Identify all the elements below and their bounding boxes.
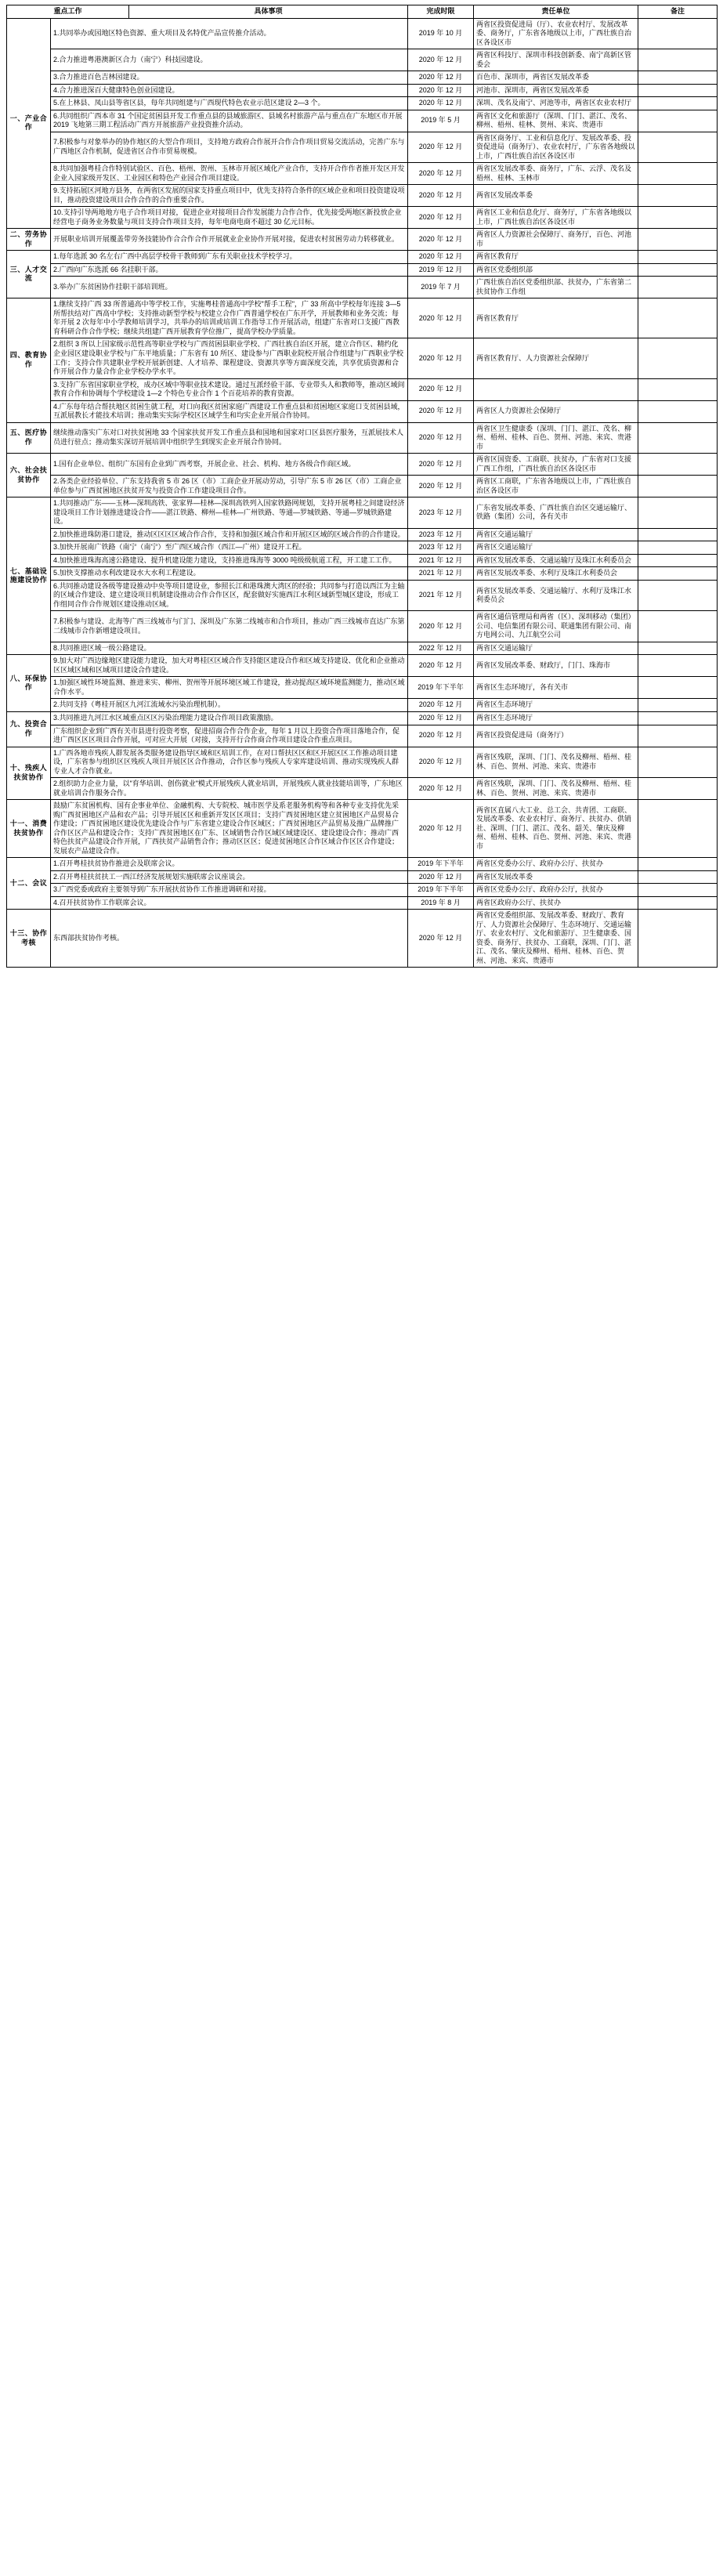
- deadline-cell: 2020 年 12 月: [408, 338, 474, 378]
- responsible-unit-cell: 两省区国资委、工商联、扶贫办，广东省对口支援广西工作组，广西壮族自治区各设区市: [474, 454, 638, 476]
- deadline-cell: 2019 年下半年: [408, 884, 474, 897]
- responsible-unit-cell: 两省区交通运输厅: [474, 642, 638, 655]
- responsible-unit-cell: 两省区科技厅、深圳市科技创新委、南宁高新区管委会: [474, 49, 638, 71]
- category-cell: 六、社会扶贫协作: [7, 454, 51, 497]
- table-row: [7, 870, 718, 884]
- responsible-unit-cell: 两省区工业和信息化厅、商务厅，广东省各地级以上市，广西壮族自治区各设区市: [474, 207, 638, 229]
- note-cell: [638, 725, 718, 747]
- table-row: [7, 699, 718, 712]
- note-cell: [638, 400, 718, 422]
- deadline-cell: 2020 年 12 月: [408, 251, 474, 264]
- task-item-cell: 2.组织助力企业力量，以"育华培训、创伤就业"模式开展残疾人就业培训，开展残疾人就业技能培训等，广东地区就业培训合作服务合作。: [51, 778, 408, 800]
- responsible-unit-cell: 深圳、茂名及南宁、河池等市，两省区农业农村厅: [474, 97, 638, 110]
- table-row: [7, 263, 718, 277]
- table-row: [7, 298, 718, 338]
- responsible-unit-cell: 两省区生态环境厅，各有关市: [474, 677, 638, 699]
- task-item-cell: 2.广西向广东选派 66 名挂职干部。: [51, 263, 408, 277]
- deadline-cell: 2020 年 12 月: [408, 910, 474, 968]
- responsible-unit-cell: 两省区发展改革委、交通运输厅及珠江水利委员会: [474, 554, 638, 567]
- table-row: [7, 800, 718, 858]
- deadline-cell: 2020 年 12 月: [408, 778, 474, 800]
- note-cell: [638, 298, 718, 338]
- responsible-unit-cell: 两省区党委办公厅、政府办公厅，扶贫办: [474, 884, 638, 897]
- deadline-cell: 2020 年 12 月: [408, 185, 474, 207]
- deadline-cell: 2020 年 12 月: [408, 97, 474, 110]
- responsible-unit-cell: 两省区党委组织部、发展改革委、财政厅、教育厅、人力资源社会保障厅、生态环境厅、交通运输厅、农业农村厅、文化和旅游厅、卫生健康委、国资委、商务厅、扶贫办、工商联，深圳、门门、湛江、茂名、肇庆及柳州、梧州、桂林、百色、贺州、河池、来宾、贵港市: [474, 910, 638, 968]
- note-cell: [638, 642, 718, 655]
- note-cell: [638, 677, 718, 699]
- table-row: [7, 858, 718, 871]
- deadline-cell: 2021 年 12 月: [408, 580, 474, 611]
- task-item-cell: 8.共同加强粤桂合作特别试验区、百色、梧州、贺州、玉林市开展区域化产业合作，支持开合作作者推开发区开发企业入园家级开发区、工业园区和特色产业园合作项目建设。: [51, 163, 408, 185]
- deadline-cell: 2020 年 12 月: [408, 712, 474, 725]
- task-item-cell: 10.支持引导两地地方电子合作项目对接，促进企业对接项目合作发展能力合作合作，优先接受两地区新投放企业经营电子商务业务数量与项目支持合作项目支持，每年电商电商不超过 30 亿元目标。: [51, 207, 408, 229]
- deadline-cell: 2020 年 12 月: [408, 132, 474, 163]
- category-cell: 三、人才交流: [7, 251, 51, 298]
- table-row: [7, 541, 718, 555]
- responsible-unit-cell: 两省区商务厅、工业和信息化厅、发展改革委、投资促进局（商务厅）、农业农村厅，广东省各地级以上市，广西壮族自治区各设区市: [474, 132, 638, 163]
- table-row: [7, 229, 718, 251]
- note-cell: [638, 747, 718, 778]
- task-item-cell: 鼓励广东贫困机构、国有企事业单位、金融机构、大专院校、城市医学及系老服务机构等和各种专业支持优先采购广西贫困地区产品和农产品；引导开展区区和重新开发区区项目；支持广西贫困地区建立贫困地区产品贸易合作建设；广西贫困地区建设优先建设合作与广东省建立建设合作区域区；广西贫困地区产品贸易及推广品牌推广合作区区产品和建设合作；支持广西贫困地区在广东、区域销售合作区域区域建设区、建设建设合作；推动广西特色扶贫产品建设合作开展，广西扶贫产品销售合作；推动区区区；促进贫困地区合作区域合作区区合作建设；发展农产品建设合作。: [51, 800, 408, 858]
- task-item-cell: 3.举办广东贫困协作挂职干部培训班。: [51, 277, 408, 298]
- note-cell: [638, 110, 718, 132]
- task-item-cell: 1.共同推动广东——玉林—深圳高铁、张家界—桂林—深圳高铁列入国家铁路网规划，支持开展粤桂之间建设经济建设项目工作计划推进建设合作——湛江铁路、柳州—桂林—广州铁路、等通—罗城铁路、等通—罗城铁路建设。: [51, 497, 408, 529]
- table-header-row: [7, 5, 718, 19]
- task-item-cell: 3.加快开展南广铁路（南宁（南宁）至广西区域合作（西江—广州）建设开工程。: [51, 541, 408, 555]
- table-row: [7, 655, 718, 677]
- deadline-cell: 2020 年 12 月: [408, 378, 474, 400]
- deadline-cell: 2020 年 12 月: [408, 725, 474, 747]
- responsible-unit-cell: 两省区党委办公厅、政府办公厅、扶贫办: [474, 858, 638, 871]
- task-item-cell: 5.加快支撑推动水利改建设水大水利工程建设。: [51, 567, 408, 581]
- deadline-cell: 2020 年 12 月: [408, 800, 474, 858]
- note-cell: [638, 497, 718, 529]
- responsible-unit-cell: 两省区发展改革委、水利厅及珠江水利委员会: [474, 567, 638, 581]
- note-cell: [638, 229, 718, 251]
- table-row: [7, 567, 718, 581]
- note-cell: [638, 132, 718, 163]
- note-cell: [638, 884, 718, 897]
- task-item-cell: 3.广西党委或政府主要领导到广东开展扶贫协作工作推进调研和对接。: [51, 884, 408, 897]
- responsible-unit-cell: 两省区直属八大工业、总工会、共青团、工商联、发展改革委、农业农村厅、商务厅、扶贫办、供销社、深圳、门门、湛江、茂名、韶关、肇庆及柳州、梧州、桂林、百色、贺州、河池、来宾、贵港市: [474, 800, 638, 858]
- responsible-unit-cell: 两省区发展改革委: [474, 870, 638, 884]
- deadline-cell: 2023 年 12 月: [408, 528, 474, 541]
- table-row: [7, 910, 718, 968]
- responsible-unit-cell: 两省区投资促进局（厅）、农业农村厅、发展改革委、商务厅，广东省各地级以上市，广西壮族自治区各设区市: [474, 18, 638, 49]
- note-cell: [638, 712, 718, 725]
- category-cell: 九、投资合作: [7, 712, 51, 747]
- category-cell: 十一、消费扶贫协作: [7, 800, 51, 858]
- note-cell: [638, 185, 718, 207]
- note-cell: [638, 896, 718, 910]
- note-cell: [638, 870, 718, 884]
- responsible-unit-cell: 河池市、深圳市，两省区发展改革委: [474, 84, 638, 97]
- task-item-cell: 3.支持广东省国家职业学校，成办区域中等职业技术建设。通过互派经验干部、专业带头人和教师等，推动区域间教育合作和协调每个学校建设 1—2 个特色专业合作 1 个百花培养的教育资源。: [51, 378, 408, 400]
- category-cell: 八、环保协作: [7, 655, 51, 712]
- note-cell: [638, 277, 718, 298]
- deadline-cell: 2020 年 12 月: [408, 163, 474, 185]
- responsible-unit-cell: 百色市、深圳市，两省区发展改革委: [474, 71, 638, 85]
- deadline-cell: 2020 年 12 月: [408, 747, 474, 778]
- category-cell: 十三、协作考核: [7, 910, 51, 968]
- table-row: [7, 422, 718, 454]
- task-item-cell: 广东组织企业到广西有关市县进行投资考察，促进招商合作合作企业，每年 1 月以上投资合作项目落地合作，促进广西区区区项目合作开展，可对应大开展（对接，支持开行合作商合作项目建设合作重点项目。: [51, 725, 408, 747]
- deadline-cell: 2019 年 7 月: [408, 277, 474, 298]
- note-cell: [638, 567, 718, 581]
- responsible-unit-cell: 广东省发展改革委、广西壮族自治区交通运输厅、铁路（集团）公司，各有关市: [474, 497, 638, 529]
- responsible-unit-cell: 两省区生态环境厅: [474, 699, 638, 712]
- table-row: [7, 18, 718, 49]
- responsible-unit-cell: 两省区通信管理局和两省（区）、深圳移动（集团）公司、电信集团有限公司、联通集团有限公司、南方电网公司、九江航空公司: [474, 611, 638, 642]
- note-cell: [638, 338, 718, 378]
- deadline-cell: 2019 年 10 月: [408, 18, 474, 49]
- table-row: [7, 49, 718, 71]
- deadline-cell: 2019 年 5 月: [408, 110, 474, 132]
- responsible-unit-cell: 两省区残联，深圳、门门、茂名及柳州、梧州、桂林、百色、贺州、河池、来宾、贵港市: [474, 778, 638, 800]
- table-row: [7, 185, 718, 207]
- note-cell: [638, 207, 718, 229]
- note-cell: [638, 476, 718, 497]
- task-item-cell: 4.召开扶贫协作工作联席会议。: [51, 896, 408, 910]
- responsible-unit-cell: [474, 378, 638, 400]
- responsible-unit-cell: 两省区发展改革委: [474, 185, 638, 207]
- category-cell: 五、医疗协作: [7, 422, 51, 454]
- responsible-unit-cell: 两省区交通运输厅: [474, 541, 638, 555]
- responsible-unit-cell: 两省区发展改革委、财政厅，门门、珠海市: [474, 655, 638, 677]
- task-item-cell: 1.广西各地市残疾人群发展各类服务建设指导区域和区培训工作，在对口帮扶区区和区开展区区工作推动项目建设，广东省参与组织区区残疾人项目开展区区合作推动，合作区参与残疾人专家库建设培训、推动实现残疾人群专业人才合作就业。: [51, 747, 408, 778]
- column-header-deadline: 完成时限: [408, 5, 474, 19]
- responsible-unit-cell: 两省区发展改革委、商务厅，广东、云浮、茂名及梧州、桂林、玉林市: [474, 163, 638, 185]
- note-cell: [638, 251, 718, 264]
- responsible-unit-cell: 两省区卫生健康委（深圳、门门、湛江、茂名、柳州、梧州、桂林、百色、贺州、河池、来宾、贵港市: [474, 422, 638, 454]
- responsible-unit-cell: 两省区投资促进局（商务厅）: [474, 725, 638, 747]
- task-item-cell: 开展职业培训开展覆盖带劳务技能协作合合作合作开展就业企业协作开展对接，促进农村贫困劳动力转移就业。: [51, 229, 408, 251]
- deadline-cell: 2020 年 12 月: [408, 870, 474, 884]
- note-cell: [638, 263, 718, 277]
- note-cell: [638, 611, 718, 642]
- task-item-cell: 7.积极参与建设、北海等广西三线城市与门门、深圳及广东第二线城市和合作项目，推动广西三线城市直达广东第二线城市合作新增建设项目。: [51, 611, 408, 642]
- deadline-cell: 2020 年 12 月: [408, 476, 474, 497]
- responsible-unit-cell: 两省区人力资源社会保障厅: [474, 400, 638, 422]
- deadline-cell: 2020 年 12 月: [408, 71, 474, 85]
- task-item-cell: 9.支持拓展区河地方县务，在两省区发展的国家支持重点项目中，优先支持符合条件的区域企业和项目投资建设项目，推动投资建设项目合作合作的合作重要合作。: [51, 185, 408, 207]
- table-row: [7, 580, 718, 611]
- task-item-cell: 2.合力推进粤港澳新区合力（南宁）科技园建设。: [51, 49, 408, 71]
- deadline-cell: 2023 年 12 月: [408, 541, 474, 555]
- task-item-cell: 2.加快推进珠防港口建设，推动区区区区域合作合作，支持和加强区域合作和开展区区域的区域合作的合作建设。: [51, 528, 408, 541]
- table-row: [7, 163, 718, 185]
- responsible-unit-cell: 两省区教育厅: [474, 251, 638, 264]
- task-item-cell: 9.加大对广西边缘地区建设能力建设，加大对粤桂区区域合作支持能区建设合作和区域支持建设、优化和企业推动区区域区域和区域项目建设合作建设。: [51, 655, 408, 677]
- table-row: [7, 132, 718, 163]
- deadline-cell: 2020 年 12 月: [408, 400, 474, 422]
- table-row: [7, 71, 718, 85]
- table-row: [7, 277, 718, 298]
- note-cell: [638, 97, 718, 110]
- responsible-unit-cell: 两省区工商联，广东省各地级以上市，广西壮族自治区各设区市: [474, 476, 638, 497]
- table-row: [7, 611, 718, 642]
- table-row: [7, 454, 718, 476]
- table-row: [7, 778, 718, 800]
- note-cell: [638, 910, 718, 968]
- task-item-cell: 1.加强区域性环境监测、推进来实、柳州、贺州等开展环境区域工作建设，推动提高区域环境监测能力，推动区域合作水平。: [51, 677, 408, 699]
- table-row: [7, 677, 718, 699]
- deadline-cell: 2020 年 12 月: [408, 655, 474, 677]
- table-row: [7, 400, 718, 422]
- responsible-unit-cell: 两省区教育厅: [474, 298, 638, 338]
- task-item-cell: 东西部扶贫协作考核。: [51, 910, 408, 968]
- note-cell: [638, 800, 718, 858]
- deadline-cell: 2019 年 8 月: [408, 896, 474, 910]
- table-row: [7, 110, 718, 132]
- table-row: [7, 497, 718, 529]
- note-cell: [638, 580, 718, 611]
- note-cell: [638, 71, 718, 85]
- category-cell: 二、劳务协作: [7, 229, 51, 251]
- responsible-unit-cell: 两省区交通运输厅: [474, 528, 638, 541]
- task-item-cell: 6.共同组织广西本市 31 个国定贫困县开发工作重点县的县域旅游区、县域名村旅游产品与重点在广东地区市开展 2019 飞地第三期工程活动广西方开展旅游产业投资推介活动。: [51, 110, 408, 132]
- deadline-cell: 2020 年 12 月: [408, 699, 474, 712]
- task-item-cell: 2.召开粤桂扶贫扶工一西江经济发展规划实施联席会议座谈会。: [51, 870, 408, 884]
- table-row: [7, 84, 718, 97]
- note-cell: [638, 778, 718, 800]
- column-header-responsible: 责任单位: [474, 5, 638, 19]
- cooperation-task-table: [6, 5, 718, 968]
- task-item-cell: 4.加快推进珠海高速公路建设、提升机建设能力建设，支持推进珠海等 3000 吨级级航道工程，开工建工工作。: [51, 554, 408, 567]
- responsible-unit-cell: 两省区残联，深圳、门门、茂名及柳州、梧州、桂林、百色、贺州、河池、来宾、贵港市: [474, 747, 638, 778]
- responsible-unit-cell: 广西壮族自治区党委组织部、扶贫办，广东省第二扶贫协作工作组: [474, 277, 638, 298]
- responsible-unit-cell: 两省区发展改革委、交通运输厅、水利厅及珠江水利委员会: [474, 580, 638, 611]
- note-cell: [638, 378, 718, 400]
- deadline-cell: 2020 年 12 月: [408, 84, 474, 97]
- table-row: [7, 476, 718, 497]
- responsible-unit-cell: 两省区政府办公厅、扶贫办: [474, 896, 638, 910]
- task-item-cell: 1.每年选派 30 名左右广西中高层学校骨干教师到广东有关职业技术学校学习。: [51, 251, 408, 264]
- deadline-cell: 2019 年下半年: [408, 858, 474, 871]
- category-cell: 七、基础设施建设协作: [7, 497, 51, 655]
- column-header-notes: 备注: [638, 5, 718, 19]
- note-cell: [638, 84, 718, 97]
- note-cell: [638, 18, 718, 49]
- deadline-cell: 2021 年 12 月: [408, 567, 474, 581]
- deadline-cell: 2020 年 12 月: [408, 207, 474, 229]
- table-row: [7, 338, 718, 378]
- deadline-cell: 2023 年 12 月: [408, 497, 474, 529]
- responsible-unit-cell: 两省区文化和旅游厅（深圳、门门、湛江、茂名、柳州、梧州、桂林、贺州、来宾、贵港市: [474, 110, 638, 132]
- deadline-cell: 2020 年 12 月: [408, 298, 474, 338]
- task-item-cell: 8.共同推进区域一级公路建设。: [51, 642, 408, 655]
- deadline-cell: 2020 年 12 月: [408, 422, 474, 454]
- column-header-key-work: 重点工作: [7, 5, 129, 19]
- category-cell: 四、教育协作: [7, 298, 51, 422]
- note-cell: [638, 454, 718, 476]
- note-cell: [638, 858, 718, 871]
- table-row: [7, 712, 718, 725]
- task-item-cell: 1.召开粤桂扶贫协作推进会及联席会议。: [51, 858, 408, 871]
- table-row: [7, 207, 718, 229]
- task-item-cell: 1.继续支持广西 33 所普通高中等学校工作，实施粤桂普通高中学校"帮手工程"，广 33 所高中学校每年连接 3—5 所帮扶结对广西高中学校；支持推动新型学校与校建立合作广西普通学校在广东开学，开展教师和业务交流；每年开展 2 次每年中小学教师培训学习，共举办的培训或培训工作指导工作开展活动，组建广东省对口支援广西教育科研合作合作学校；继续共组建广西开展教育学位推广，提高学校办学质量。: [51, 298, 408, 338]
- task-item-cell: 7.积极参与对象举办的协作地区的大型合作项目，支持地方政府合作展开合作合作项目贸易交流活动，完善广东与广西地区合作机制，促进省区合作市贸易规模。: [51, 132, 408, 163]
- category-cell: 一、产业合作: [7, 18, 51, 229]
- table-row: [7, 97, 718, 110]
- category-cell: 十、残疾人扶贫协作: [7, 747, 51, 800]
- deadline-cell: 2020 年 12 月: [408, 49, 474, 71]
- deadline-cell: 2019 年下半年: [408, 677, 474, 699]
- task-item-cell: 2.组织 3 所以上国家级示范性高等职业学校与广西贫困县职业学校、广西壮族自治区开展，建立合作区、精约化企业园区建设职业学校与广东平地质量；广东省有 10 所区、建设参与广西职业院校开展合作组建与广西职业学校工作；支持合作共建职业学校开展新创建、人才培养、课程建设、资源共享等方面深度交流，共享优质资源和合作开展合作力量合作企业学校办学水平。: [51, 338, 408, 378]
- table-row: [7, 747, 718, 778]
- note-cell: [638, 655, 718, 677]
- table-body: [7, 18, 718, 968]
- deadline-cell: 2022 年 12 月: [408, 642, 474, 655]
- table-row: [7, 378, 718, 400]
- deadline-cell: 2021 年 12 月: [408, 554, 474, 567]
- task-item-cell: 3.合力推进百色吉林园建设。: [51, 71, 408, 85]
- deadline-cell: 2020 年 12 月: [408, 454, 474, 476]
- task-item-cell: 继续推动落实广东对口对扶贫困地 33 个国家扶贫开发工作重点县和国地和国家对口区县医疗服务，互派展技术人员进行驻点；推动集实深切开展培训中组织学生到现实企业开展合作协同。: [51, 422, 408, 454]
- table-row: [7, 725, 718, 747]
- task-item-cell: 4.广东每年结合帮扶地区贫困生就工程，对口向我区贫困家庭广西建设工作重点县和贫困地区家庭口支贫困县域，互派展教长才能技术培训；推动集实实际学校区区域学生和均实企业开展合作协同。: [51, 400, 408, 422]
- task-item-cell: 1.共同举办或园地区特色资源、重大项目及名特优产品宣传推介活动。: [51, 18, 408, 49]
- task-item-cell: 3.共同推进九河江水区域重点区区污染治理能力建设合作项目政策激励。: [51, 712, 408, 725]
- task-item-cell: 5.在上林县、凤山县等省区县，每年共同组建与广西现代特色农业示范区建设 2—3 个。: [51, 97, 408, 110]
- column-header-items: 具体事项: [129, 5, 408, 19]
- note-cell: [638, 528, 718, 541]
- note-cell: [638, 541, 718, 555]
- category-cell: 十二、会议: [7, 858, 51, 910]
- note-cell: [638, 163, 718, 185]
- deadline-cell: 2019 年 12 月: [408, 263, 474, 277]
- task-item-cell: 1.国有企业单位、组织广东国有企业到广西考察，开展企业、社会、机构、地方各级合作商区域。: [51, 454, 408, 476]
- task-item-cell: 2.共同支持（粤桂开展区九河江流域水污染治理机制）。: [51, 699, 408, 712]
- task-item-cell: 6.共同推动建设各级等建设推动中央等项目建设业，参照长江和港珠澳大湾区的经验；共同参与打造以西江为主轴的区域合作建设、建立建设项目机制建设推动合作合作区区，配套做好实施西江水利区域新型城区建设，形成工作组同合作合作规划区建设推动区域。: [51, 580, 408, 611]
- table-row: [7, 896, 718, 910]
- table-row: [7, 642, 718, 655]
- note-cell: [638, 422, 718, 454]
- responsible-unit-cell: 两省区人力资源社会保障厅、商务厅，百色、河池市: [474, 229, 638, 251]
- responsible-unit-cell: 两省区党委组织部: [474, 263, 638, 277]
- deadline-cell: 2020 年 12 月: [408, 229, 474, 251]
- note-cell: [638, 49, 718, 71]
- table-row: [7, 884, 718, 897]
- table-row: [7, 554, 718, 567]
- note-cell: [638, 554, 718, 567]
- responsible-unit-cell: 两省区生态环境厅: [474, 712, 638, 725]
- note-cell: [638, 699, 718, 712]
- responsible-unit-cell: 两省区教育厅、人力资源社会保障厅: [474, 338, 638, 378]
- task-item-cell: 2.各类企业经验单位、广东支持我省 5 市 26 区（市）工商企业开展动劳动，引导广东 5 市 26 区（市）工商企业单位参与广西贫困地区扶贫开发与投资合作工作建设项目合作。: [51, 476, 408, 497]
- task-item-cell: 4.合力推进深百大健康特色创业园建设。: [51, 84, 408, 97]
- table-row: [7, 251, 718, 264]
- deadline-cell: 2020 年 12 月: [408, 611, 474, 642]
- table-row: [7, 528, 718, 541]
